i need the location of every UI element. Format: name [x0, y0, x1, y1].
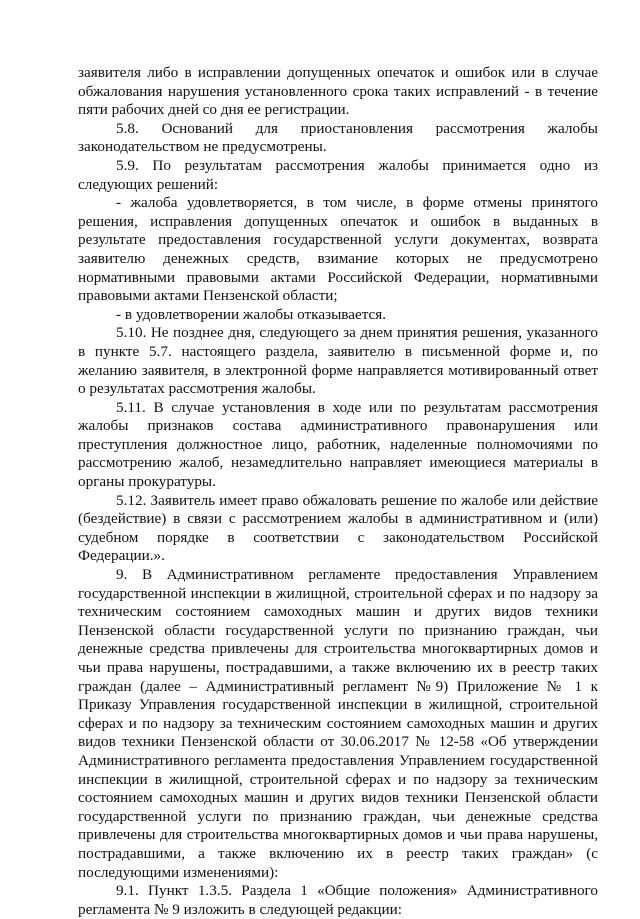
paragraph-5-12: 5.12. Заявитель имеет право обжаловать решение по жалобе или действие (бездействие) в связи с рассмотрением жалобы в административном и (или) судебном порядке в соответствии с законодательством Российской Федерации.».	[78, 491, 598, 565]
paragraph-5-8: 5.8. Оснований для приостановления рассмотрения жалобы законодательством не предусмотрены.	[78, 119, 598, 156]
paragraph-5-9: 5.9. По результатам рассмотрения жалобы принимается одно из следующих решений:	[78, 156, 598, 193]
paragraph-5-9-option-refused: - в удовлетворении жалобы отказывается.	[116, 305, 387, 323]
paragraph-5-11: 5.11. В случае установления в ходе или по результатам рассмотрения жалобы признаков состава административного правонарушения или преступления должностное лицо, работник, наделенные полномочиями по рассмотрению жалоб, незамедлительно направляет имеющиеся материалы в органы прокуратуры.	[78, 398, 598, 491]
paragraph-9: 9. В Административном регламенте предоставления Управлением государственной инспекции в жилищной, строительной сферах и по надзору за техническим состоянием самоходных машин и других видов техники Пензенской области государственной услуги по признанию граждан, чьи денежные средства привлечены для строительства многоквартирных домов и чьи права нарушены, пострадавшими, а также включению их в реестр таких граждан (далее – Административный регламент №9) Приложение № 1 к Приказу Управления государственной инспекции в жилищной, строительной сферах и по надзору за техническим состоянием самоходных машин и других видов техники Пензенской области от 30.06.2017 № 12-58 «Об утверждении Административного регламента предоставления Управлением государственной инспекции в жилищной, строительной сферах и по надзору за техническим состоянием самоходных машин и других видов техники Пензенской области государственной услуги по признанию граждан, чьи денежные средства привлечены для строительства многоквартирных домов и чьи права нарушены, пострадавшими, а также включению их в реестр таких граждан» (с последующими изменениями):	[78, 566, 598, 881]
paragraph-continuation: заявителя либо в исправлении допущенных опечаток и ошибок или в случае обжалования нарушения установленного срока таких исправлений - в течение пяти рабочих дней со дня ее регистрации.	[78, 64, 598, 119]
document-page	[78, 64, 598, 919]
paragraph-5-9-option-satisfied: - жалоба удовлетворяется, в том числе, в форме отмены принятого решения, исправления допущенных опечаток и ошибок в выданных в результате предоставления государственной услуги документах, возврата заявителю денежных средств, взимание которых не предусмотрено нормативными правовыми актами Российской Федерации, нормативными правовыми актами Пензенской области;	[78, 194, 598, 305]
paragraph-9-1: 9.1. Пункт 1.3.5. Раздела 1 «Общие положения» Административного регламента № 9 изложить в следующей редакции:	[78, 882, 598, 918]
paragraph-5-10: 5.10. Не позднее дня, следующего за днем принятия решения, указанного в пункте 5.7. настоящего раздела, заявителю в письменной форме и, по желанию заявителя, в электронной форме направляется мотивированный ответ о результатах рассмотрения жалобы.	[78, 324, 598, 398]
